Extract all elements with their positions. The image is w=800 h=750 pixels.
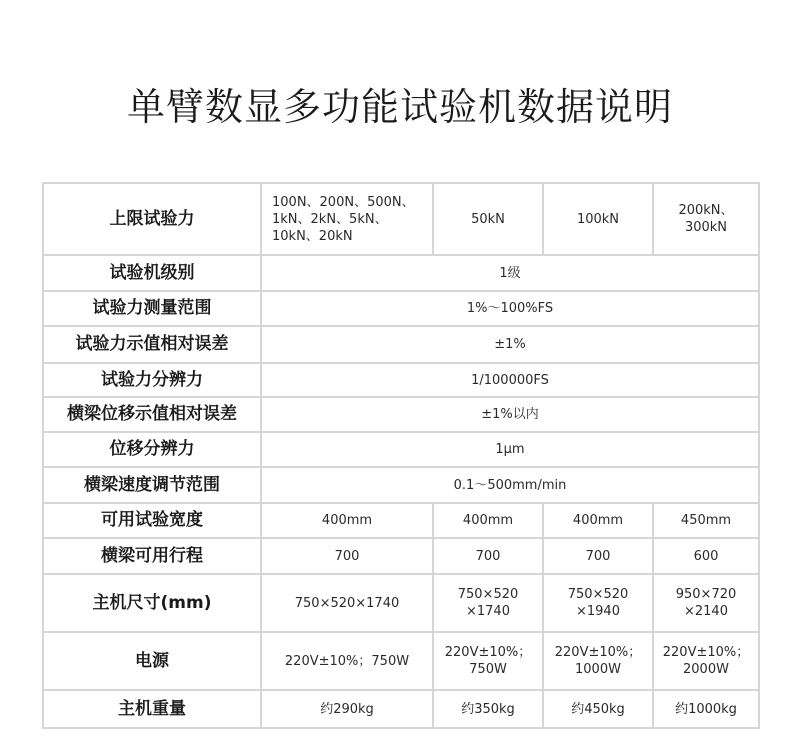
table-row bbox=[43, 467, 759, 503]
table-cell: ±1% bbox=[261, 326, 759, 363]
table-cell: 100kN bbox=[543, 183, 653, 255]
table-cell: 600 bbox=[653, 538, 759, 574]
table-row bbox=[43, 503, 759, 538]
table-cell: 450mm bbox=[653, 503, 759, 538]
table-cell: 约450kg bbox=[543, 690, 653, 728]
table-row bbox=[43, 690, 759, 728]
table-cell: 1级 bbox=[261, 255, 759, 291]
row-label: 主机重量 bbox=[43, 690, 261, 728]
row-label: 试验力示值相对误差 bbox=[43, 326, 261, 363]
table-row bbox=[43, 291, 759, 326]
row-label: 试验机级别 bbox=[43, 255, 261, 291]
row-label: 可用试验宽度 bbox=[43, 503, 261, 538]
row-label: 主机尺寸(mm) bbox=[43, 574, 261, 632]
table-cell: 220V±10%； 2000W bbox=[653, 632, 759, 690]
table-row bbox=[43, 397, 759, 432]
table-cell: 1μm bbox=[261, 432, 759, 467]
table-cell: 100N、200N、500N、 1kN、2kN、5kN、 10kN、20kN bbox=[261, 183, 433, 255]
table-cell: 750×520 ×1940 bbox=[543, 574, 653, 632]
table-cell: 约1000kg bbox=[653, 690, 759, 728]
table-row bbox=[43, 574, 759, 632]
table-cell: 750×520 ×1740 bbox=[433, 574, 543, 632]
table-cell: 200kN、 300kN bbox=[653, 183, 759, 255]
table-cell: 750×520×1740 bbox=[261, 574, 433, 632]
table-cell: 220V±10%； 750W bbox=[433, 632, 543, 690]
table-cell: ±1%以内 bbox=[261, 397, 759, 432]
table-row bbox=[43, 363, 759, 397]
row-label: 位移分辨力 bbox=[43, 432, 261, 467]
row-label: 横梁可用行程 bbox=[43, 538, 261, 574]
table-row bbox=[43, 432, 759, 467]
row-label: 上限试验力 bbox=[43, 183, 261, 255]
table-cell: 700 bbox=[543, 538, 653, 574]
table-cell: 700 bbox=[433, 538, 543, 574]
table-cell: 1%～100%FS bbox=[261, 291, 759, 326]
row-label: 电源 bbox=[43, 632, 261, 690]
table-cell: 0.1～500mm/min bbox=[261, 467, 759, 503]
table-cell: 220V±10%； 1000W bbox=[543, 632, 653, 690]
table-cell: 约350kg bbox=[433, 690, 543, 728]
table-cell: 950×720 ×2140 bbox=[653, 574, 759, 632]
row-label: 试验力测量范围 bbox=[43, 291, 261, 326]
table-row bbox=[43, 255, 759, 291]
table-cell: 400mm bbox=[543, 503, 653, 538]
table-cell: 1/100000FS bbox=[261, 363, 759, 397]
table-cell: 50kN bbox=[433, 183, 543, 255]
table-cell: 400mm bbox=[261, 503, 433, 538]
table-cell: 约290kg bbox=[261, 690, 433, 728]
row-label: 试验力分辨力 bbox=[43, 363, 261, 397]
row-label: 横梁位移示值相对误差 bbox=[43, 397, 261, 432]
table-cell: 400mm bbox=[433, 503, 543, 538]
table-row bbox=[43, 538, 759, 574]
table-cell: 700 bbox=[261, 538, 433, 574]
table-row bbox=[43, 183, 759, 255]
table-row bbox=[43, 632, 759, 690]
spec-table bbox=[42, 182, 760, 729]
page-title: 单臂数显多功能试验机数据说明 bbox=[126, 85, 673, 129]
row-label: 横梁速度调节范围 bbox=[43, 467, 261, 503]
table-cell: 220V±10%；750W bbox=[261, 632, 433, 690]
table-row bbox=[43, 326, 759, 363]
